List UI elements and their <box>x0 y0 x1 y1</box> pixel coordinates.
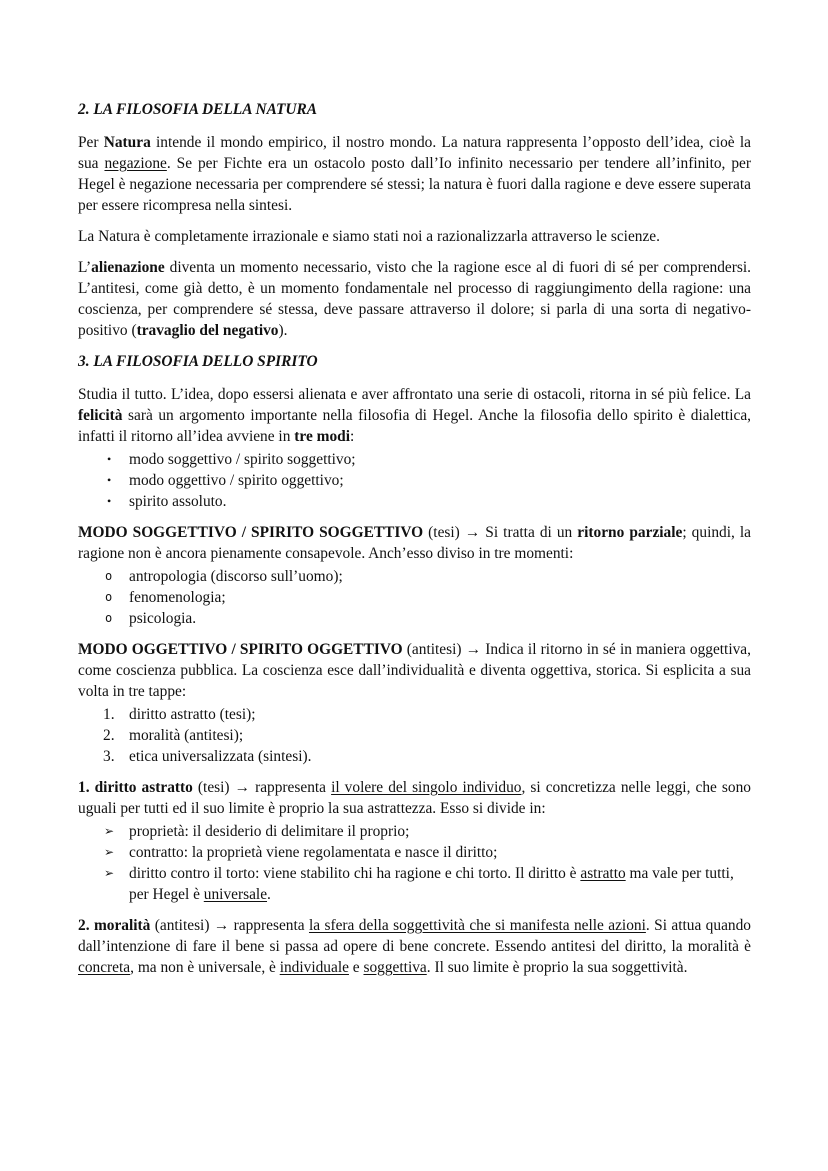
felicita-term: felicità <box>78 407 123 424</box>
list-item: • modo oggettivo / spirito oggettivo; <box>107 472 344 489</box>
circle-bullet-icon: o <box>105 590 113 604</box>
soggettivo-heading: MODO SOGGETTIVO / SPIRITO SOGGETTIVO <box>78 524 424 541</box>
diritto-list <box>78 821 751 905</box>
ritorno-parziale-term: ritorno parziale <box>577 524 683 541</box>
bullet-icon: • <box>107 494 112 508</box>
volere-singolo-term: il volere del singolo individuo <box>331 779 522 796</box>
list-item: ➢ contratto: la proprietà viene regolamentata e nasce il diritto; <box>104 844 498 861</box>
travaglio-term: travaglio del negativo <box>136 322 279 339</box>
oggettivo-list <box>78 704 751 767</box>
tre-modi-term: tre modi <box>294 428 350 445</box>
section-3-heading: 3. LA FILOSOFIA DELLO SPIRITO <box>78 353 318 370</box>
soggettivo-paragraph: MODO SOGGETTIVO / SPIRITO SOGGETTIVO (tesi) → Si tratta di un ritorno parziale; quindi, la ragione non è ancora pienamente consapevole. Anch’esso diviso in tre momenti: <box>78 524 752 562</box>
alienazione-term: alienazione <box>91 259 165 276</box>
bullet-icon: • <box>107 452 112 466</box>
soggettivo-list <box>78 566 751 629</box>
oggettivo-heading: MODO OGGETTIVO / SPIRITO OGGETTIVO <box>78 641 403 658</box>
list-item: o psicologia. <box>105 610 197 627</box>
diritto-paragraph: 1. diritto astratto (tesi) → rappresenta il volere del singolo individuo, si concretizza nelle leggi, che sono uguali per tutti ed il suo limite è proprio la sua astrattezza. Esso si divide in: <box>78 779 751 817</box>
moralita-paragraph: 2. moralità (antitesi) → rappresenta la sfera della soggettività che si manifesta nelle azioni. Si attua quando dall’intenzione di fare il bene si passa ad opere di bene concrete. Essendo antitesi del diritto, la moralità è concreta, ma non è universale, è individuale e soggettiva. Il suo limite è proprio la sua soggettività. <box>78 917 751 976</box>
diritto-heading: 1. diritto astratto <box>78 779 193 796</box>
modes-list <box>78 449 751 512</box>
list-item: 2. moralità (antitesi); <box>103 727 244 744</box>
concreta-term: concreta <box>78 959 131 976</box>
natura-paragraph: Per Natura intende il mondo empirico, il nostro mondo. La natura rappresenta l’opposto dell’idea, cioè la sua negazione. Se per Fichte era un ostacolo posto dall’Io infinito necessario per tendere all’infinito, per Hegel è negazione necessaria per comprendere sé stessi; la natura è fuori dalla ragione e deve essere superata per essere ricompresa nella sintesi. <box>78 134 751 214</box>
circle-bullet-icon: o <box>105 569 113 583</box>
spirito-paragraph: Studia il tutto. L’idea, dopo essersi alienata e aver affrontato una serie di ostacoli, ritorna in sé più felice. La felicità sarà un argomento importante nella filosofia di Hegel. Anche la filosofia dello spirito è dialettica, infatti il ritorno all’idea avviene in tre modi: <box>78 386 751 445</box>
irrazionale-paragraph: La Natura è completamente irrazionale e siamo stati noi a razionalizzarla attraverso le scienze. <box>78 228 660 245</box>
list-number: 2. <box>103 727 115 744</box>
alienazione-paragraph: L’alienazione diventa un momento necessario, visto che la ragione esce al di fuori di sé per comprendersi. L’antitesi, come già detto, è un momento fondamentale nel processo di raggiungimento della ragione: una coscienza, per comprendere sé stessa, deve passare attraverso il dolore; si parla di una sorta di negativo-positivo (travaglio del negativo). <box>78 259 751 339</box>
natura-term: Natura <box>103 134 151 151</box>
negazione-term: negazione <box>104 155 167 172</box>
astratto-term: astratto <box>580 865 626 882</box>
list-number: 1. <box>103 706 115 723</box>
universale-term: universale <box>203 886 268 903</box>
moralita-heading: 2. moralità <box>78 917 151 934</box>
arrow-bullet-icon: ➢ <box>104 845 115 859</box>
list-item: o fenomenologia; <box>105 589 226 606</box>
sfera-soggettivita-term: la sfera della soggettività che si manifesta nelle azioni <box>308 917 646 934</box>
section-2-heading: 2. LA FILOSOFIA DELLA NATURA <box>78 101 318 118</box>
arrow-bullet-icon: ➢ <box>104 824 115 838</box>
arrow-bullet-icon: ➢ <box>104 866 115 880</box>
list-item: • spirito assoluto. <box>107 493 227 510</box>
list-item: 3. etica universalizzata (sintesi). <box>103 748 312 765</box>
list-number: 3. <box>103 748 115 765</box>
list-item: o antropologia (discorso sull’uomo); <box>105 568 343 585</box>
circle-bullet-icon: o <box>105 611 113 625</box>
individuale-term: individuale <box>279 959 349 976</box>
soggettiva-term: soggettiva <box>363 959 427 976</box>
bullet-icon: • <box>107 473 112 487</box>
list-item: 1. diritto astratto (tesi); <box>103 706 256 723</box>
list-item: ➢ diritto contro il torto: viene stabilito chi ha ragione e chi torto. Il diritto è astratto ma vale per tutti, per Hegel è universale. <box>104 865 734 903</box>
list-item: • modo soggettivo / spirito soggettivo; <box>107 451 356 468</box>
list-item: ➢ proprietà: il desiderio di delimitare il proprio; <box>104 823 410 840</box>
oggettivo-paragraph: MODO OGGETTIVO / SPIRITO OGGETTIVO (antitesi) → Indica il ritorno in sé in maniera oggettiva, come coscienza pubblica. La coscienza esce dall’individualità e diventa oggettiva, storica. Si esplicita a sua volta in tre tappe: <box>78 641 751 700</box>
